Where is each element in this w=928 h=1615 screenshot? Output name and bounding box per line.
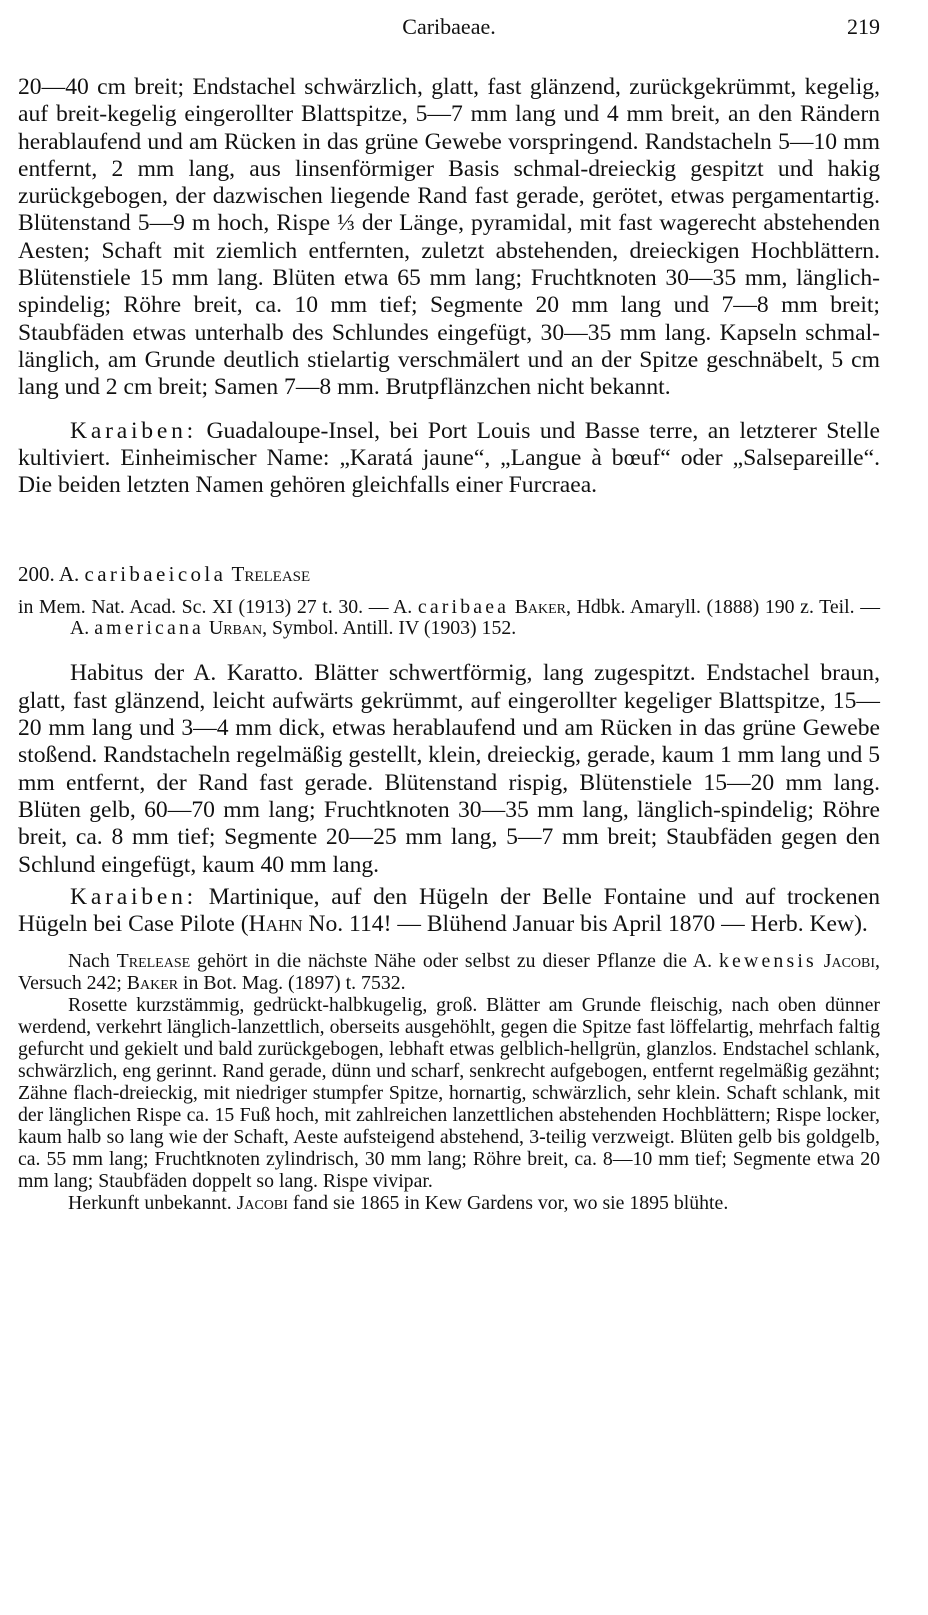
note-species-name: kewensis [718,950,817,973]
page-number: 219 [847,14,880,39]
distribution-label: Karaiben: [70,883,197,910]
continued-description: 20—40 cm breit; Endstachel schwärzlich, glatt, fast glänzend, zurückgekrümmt, kegelig, auf breit-kegelig eingerollter Blattspitze, 5—7 mm lang und 4 mm breit, an den Rändern herablaufend und am Rücken in das grüne Gewebe vorspringend. Randstacheln 5—10 mm entfernt, 2 mm lang, aus linsenförmiger Basis schmal-dreieckig gespitzt und hakig zurückgebogen, der dazwischen liegende Rand fast gerade, gerötet, etwas pergamentartig. Blütenstand 5—9 m hoch, Rispe ⅓ der Länge, pyramidal, mit fast wagerecht abstehenden Aesten; Schaft mit ziemlich entfernten, zuletzt abstehenden, dreieckigen Hochblättern. Blütenstiele 15 mm lang. Blüten etwa 65 mm lang; Fruchtknoten 30—35 mm, länglich-spindelig; Röhre breit, ca. 10 mm tief; Segmente 20 mm lang und 7—8 mm breit; Staubfäden etwas unterhalb des Schlundes eingefügt, 30—35 mm lang. Kapseln schmal-länglich, am Grunde deutlich stielartig verschmälert und an der Spitze geschnäbelt, 5 cm lang und 2 cm breit; Samen 7—8 mm. Brutpflänzchen nicht bekannt. [18,74,880,401]
note-author: Jacobi [236,1192,288,1215]
species-number: 200. A. [18,562,80,587]
note-author: Trelease [116,950,191,973]
note-text: gehört in die nächste Nähe oder selbst zu dieser Pflanze die A. [190,950,719,973]
species-heading [18,561,880,587]
species-epithet: caribaeicola [84,562,227,587]
note-paragraph [18,950,880,994]
note-origin [18,1192,880,1214]
note-text [817,950,824,972]
species-distribution [18,884,880,939]
synonymy-citation: in Mem. Nat. Acad. Sc. XI (1913) 27 t. 30. — A. [18,596,413,619]
synonymy [18,597,880,638]
note-text: in Bot. Mag. (1897) t. 7532. [178,972,406,995]
note-text: fand sie 1865 in Kew Gardens vor, wo sie 1895 blühte. [287,1192,729,1215]
note-author: Jacobi [823,950,876,973]
running-title: Caribaeae. [402,14,496,39]
collector-name: Hahn [248,911,303,938]
synonym-author: Urban [208,616,263,639]
note-text: , Versuch 242; [18,950,880,995]
synonym-name: americana [94,616,204,639]
note-text: Herkunft unbekannt. [68,1192,237,1215]
page-header [18,14,880,46]
distribution-text: Guadaloupe-Insel, bei Port Louis und Basse terre, an letzterer Stelle kultiviert. Einheimischer Name: „Karatá jaune“, „Langue à bœuf“ oder „Salsepareille“. Die beiden letzten Namen gehören gleichfalls einer Furcraea. [18,417,880,499]
synonym-author: Baker [514,596,567,619]
species-author: Trelease [231,562,311,587]
species-description: Habitus der A. Karatto. Blätter schwertförmig, lang zugespitzt. Endstachel braun, glatt, fast glänzend, leicht aufwärts gekrümmt, auf eingerollter kegeliger Blattspitze, 15—20 mm lang und 3—4 mm dick, etwas herablaufend und am Rücken in das grüne Gewebe stoßend. Randstacheln regelmäßig gestellt, klein, dreieckig, gerade, kaum 1 mm lang und 5 mm entfernt, der Rand fast gerade. Blütenstand rispig, Blütenstiele 15—20 mm lang. Blüten gelb, 60—70 mm lang; Fruchtknoten 30—35 mm lang, länglich-spindelig; Röhre breit, ca. 8 mm tief; Segmente 20—25 mm lang, 5—7 mm breit; Staubfäden gegen den Schlund eingefügt, kaum 40 mm lang. [18,660,880,878]
note-author: Baker [126,972,179,995]
distribution-text: No. 114! — Blühend Januar bis April 1870 — Herb. Kew). [302,911,868,938]
page-body [18,74,880,1214]
note-description: Rosette kurzstämmig, gedrückt-halbkugelig, groß. Blätter am Grunde fleischig, nach oben dünner werdend, verkehrt länglich-lanzettlich, oberseits ausgehöhlt, gegen die Spitze fast löffelartig, mehrfach faltig gefurcht und gekielt und bald zurückgebogen, lebhaft etwas gelblich-hellgrün, glanzlos. Endstachel schlank, schwärzlich, eng gerinnt. Rand gerade, dünn und scharf, senkrecht aufgebogen, entfernt regelmäßig gezähnt; Zähne flach-dreieckig, mit niedriger stumpfer Spitze, hornartig, schwärzlich, sehr klein. Schaft schlank, mit der länglichen Rispe ca. 15 Fuß hoch, mit zahlreichen lanzettlichen abstehenden Hochblättern; Rispe locker, kaum halb so lang wie der Schaft, Aeste aufsteigend abstehend, 3-teilig verzweigt. Blüten gelb bis goldgelb, ca. 55 mm lang; Fruchtknoten zylindrisch, 30 mm lang; Röhre breit, ca. 8—10 mm tief; Segmente etwa 20 mm lang; Staubfäden doppelt so lang. Rispe vivipar. [18,994,880,1193]
synonym-name: caribaea [417,596,510,619]
distribution-paragraph [18,418,880,500]
note-text: Nach [68,950,117,973]
synonymy-citation: , Symbol. Antill. IV (1903) 152. [262,616,517,639]
synonymy-citation: , Hdbk. Amaryll. (1888) 190 z. Teil. — A. [70,596,880,639]
distribution-label: Karaiben: [70,417,197,444]
distribution-text: Martinique, auf den Hügeln der Belle Fontaine und auf trockenen Hügeln bei Case Pilote ( [18,883,880,938]
